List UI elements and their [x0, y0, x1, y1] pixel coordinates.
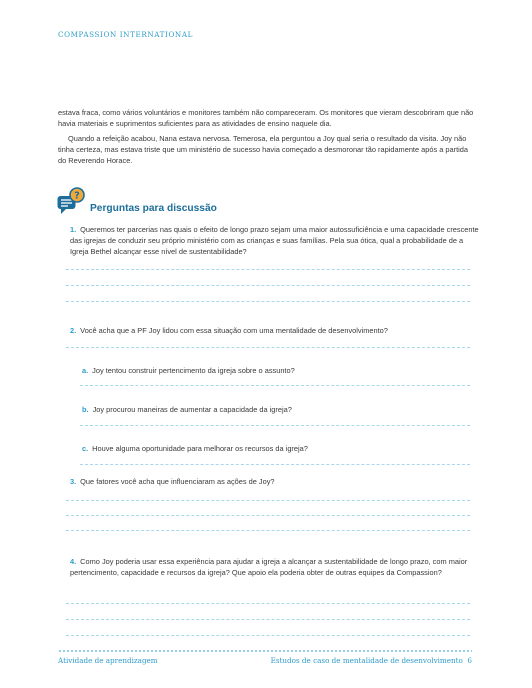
question-number: 2. [70, 326, 77, 335]
answer-line[interactable] [80, 385, 470, 386]
footer-title: Estudos de caso de mentalidade de desenvolvimento [270, 656, 463, 665]
answer-line[interactable] [66, 347, 470, 348]
footer-left: Atividade de aprendizagem [58, 656, 158, 665]
answer-line[interactable] [80, 464, 470, 465]
question-text: Queremos ter parcerias nas quais o efeito de longo prazo sejam uma maior autossuficiência e uma capacidade crescente das igrejas de conduzir seu próprio ministério com as crianças e suas famílias. Pela sua ótica, qual a probabilidade de a Igreja Bethel alcançar esse nível de sustentabilidade? [70, 225, 479, 256]
question-2a [82, 365, 472, 376]
body-paragraph: estava fraca, como vários voluntários e monitores também não compareceram. Os monitores que vieram descobriram que não havia materiais e suprimentos suficientes para as atividades de ensino naquele dia. [58, 108, 474, 128]
answer-line[interactable] [66, 635, 470, 636]
question-number: 3. [70, 477, 77, 486]
svg-text:?: ? [74, 190, 80, 202]
question-2b [82, 404, 472, 415]
question-4 [70, 556, 480, 578]
question-2c [82, 443, 472, 454]
question-number: a. [82, 366, 89, 375]
question-number: 1. [70, 225, 77, 234]
answer-line[interactable] [66, 285, 470, 286]
question-text: Você acha que a PF Joy lidou com essa situação com uma mentalidade de desenvolvimento? [80, 326, 388, 335]
header-org: COMPASSION INTERNATIONAL [58, 30, 193, 39]
answer-line[interactable] [66, 530, 470, 531]
question-number: c. [82, 444, 89, 453]
question-text: Joy tentou construir pertencimento da igreja sobre o assunto? [92, 366, 295, 375]
answer-line[interactable] [66, 301, 470, 302]
footer-divider [58, 650, 472, 652]
footer-right [271, 656, 472, 665]
question-text: Como Joy poderia usar essa experiência para ajudar a igreja a alcançar a sustentabilidade de longo prazo, com maior pertencimento, capacidade e recursos da igreja? Que apoio ela poderia obter de outras equipes da Compassion? [70, 557, 468, 577]
question-text: Que fatores você acha que influenciaram as ações de Joy? [80, 477, 275, 486]
question-1 [70, 224, 480, 257]
answer-line[interactable] [66, 500, 470, 501]
question-3 [70, 476, 480, 487]
question-text: Joy procurou maneiras de aumentar a capacidade da igreja? [92, 405, 292, 414]
question-2 [70, 325, 480, 336]
question-number: 4. [70, 557, 77, 566]
answer-line[interactable] [80, 425, 470, 426]
page-number: 6 [467, 656, 472, 665]
question-text: Houve alguma oportunidade para melhorar os recursos da igreja? [92, 444, 308, 453]
answer-line[interactable] [66, 619, 470, 620]
discussion-bubbles-icon [56, 187, 86, 217]
question-number: b. [82, 405, 89, 414]
answer-line[interactable] [66, 603, 470, 604]
section-title: Perguntas para discussão [90, 203, 217, 214]
answer-line[interactable] [66, 269, 470, 270]
body-paragraph: Quando a refeição acabou, Nana estava nervosa. Temerosa, ela perguntou a Joy qual seria o resultado da visita. Joy não tinha certeza, mas estava triste que um ministério de sucesso havia começado a desmoronar tão rapidamente após a partida do Reverendo Horace. [58, 134, 468, 165]
answer-line[interactable] [66, 515, 470, 516]
